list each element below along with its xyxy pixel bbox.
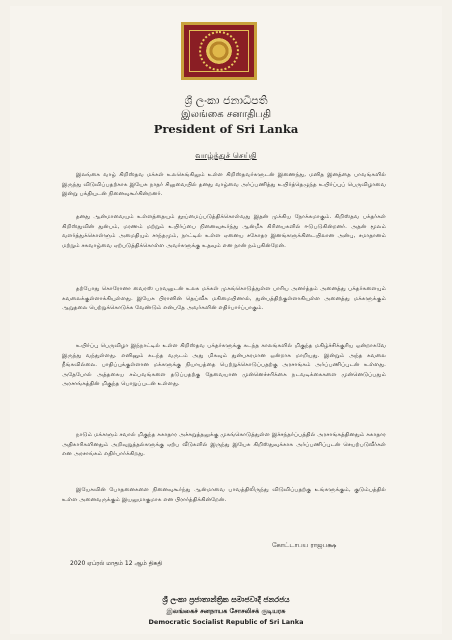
presidential-emblem-icon — [181, 22, 257, 80]
footer-english: Democratic Socialist Republic of Sri Lanka — [148, 618, 304, 626]
paragraph-5: நாடும் மக்களும் சவால் மிகுந்த சுகாதார அச்சுறுத்தலுக்கு முகங்கொடுத்துள்ள இச்சந்தர்ப்பத்தில் அரசாங்கத்தினதும் சுகாதார அதிகாரிகளினதும் அறிவுறுத்தல்களுக்கு ஏற்ப வீடுகளில் இருந்து இயேசு கிறிஸ்துவுக்காக அர்ப்பணிப்புடன் செயற்படுவீர்கள் என அரசாங்கம் எதிர்பார்க்கிறது. — [62, 432, 386, 457]
paragraph-6: இயேசுவின் போதனைகளை நினைவுகூர்ந்து ஆன்மாவை பாவத்திலிருந்து விடுவிப்பதற்கு உங்களுக்கும், குடும்பத்தில் உள்ள அனைவருக்கும் இயலுமாகுமாக என பிரார்த்திக்கின்றேன். — [62, 487, 386, 503]
title-english: President of Sri Lanka — [153, 122, 299, 136]
footer-tamil: இலங்கைச் சனநாயக சோசலிசக் குடியரசு — [166, 607, 286, 615]
date-line: 2020 ஏப்ரல் மாதம் 12 ஆம் திகதி — [70, 560, 163, 567]
title-tamil: இலங்கை சனாதிபதி — [180, 109, 272, 120]
paragraph-2: தனது ஆன்மாவையும் உள்ளத்தையும் தூய்மைப்படுத்திக்கொள்வது இதன் முக்கிய நோக்கமாகும். கிறிஸ்தவ பக்தர்கள் கிறிஸ்துவின் துன்பம், மரணம் மற்றும் உயிர்ப்பை நினைவுகூர்ந்து ஆன்மீக கிரியைகளில் ஈடுபடுகின்றனர். அதன் மூலம் வளர்த்துக்கொள்ளும் அமைதியும் சாந்தமும், நாட்டில் உள்ள ஏனைய சகோதர இனங்களுக்கிடையிலான அன்பு, சமாதானம் மற்றும் சகவாழ்வை ஏற்படுத்திக்கொள்ள அவர்களுக்கு உதவும் என நான் நம்புகின்றேன். — [62, 214, 386, 249]
paragraph-1: இலங்கை வாழ் கிறிஸ்தவ மக்கள் உலகெங்கிலும் உள்ள கிறிஸ்தவர்களுடன் இணைந்து, மனித இனத்தை பாவங்களில் இருந்து விடுவிப்பதற்காக இயேசு நாதர் சிலுவையில் தனது வாழ்வை அர்ப்பணித்து உயிர்த்தெழுந்த உயிர்ப்புப் பெருவிழாவை இன்று பக்தியுடன் நினைவுகூர்கின்றனர். — [62, 172, 386, 197]
footer-sinhala: ශ්‍රී ලංකා ප්‍රජාතාන්ත්‍රික සමාජවාදී ජනරජය — [162, 595, 290, 604]
greeting-heading: வாழ்த்துச் செய்தி — [195, 151, 257, 160]
signature-name: கோட்டாபய ராஜபக்ஷ — [272, 541, 337, 549]
paragraph-3: தற்போது கொரோனா வைரஸ் பரவலுடன் உலக மக்கள் முகங்கொடுத்துள்ள பாரிய அனர்த்தம் அனைத்து பக்தர்களையும் கவலைக்குள்ளாக்கியுள்ளது. இயேசு பிரானின் தெய்வீக மகிமையினால், துன்பத்திற்குள்ளாகியுள்ள அனைத்து மக்களுக்கும் ஆறுதலை பெற்றுக்கொடுக்க வேண்டும் என்பதே அவர்களின் எதிர்பார்ப்பாகும். — [62, 286, 386, 311]
paragraph-4: உயிர்ப்பு பெருவிழா இந்நாட்டில் உள்ள கிறிஸ்தவ பக்தர்களுக்கு கடந்த காலங்களில் மிகுந்த மகிழ்ச்சிக்குரிய ஒன்றாகவே இருந்து வந்துள்ளது. எனினும் கடந்த வருடம் அது மிகவும் துன்பகரமான ஒன்றாக மாறியது. இன்றும் அந்த கவலை நீங்கவில்லை. பாதிப்புக்குள்ளான மக்களுக்கு நியாயத்தை பெற்றுக்கொடுப்பதற்கு அரசாங்கம் அர்ப்பணிப்புடன் உள்ளது. அதேபோல் அத்தகைய சம்பவங்களை தடுப்பதற்கு தேவையான முன்னெச்சரிக்கை நடவடிக்கைகளை முன்னெடுப்பதும் அரசாங்கத்தின் மிகுந்த பொறுப்புடன் உள்ளது. — [62, 343, 386, 387]
title-sinhala: ශ්‍රී ලංකා ජනාධිපති — [184, 94, 268, 107]
